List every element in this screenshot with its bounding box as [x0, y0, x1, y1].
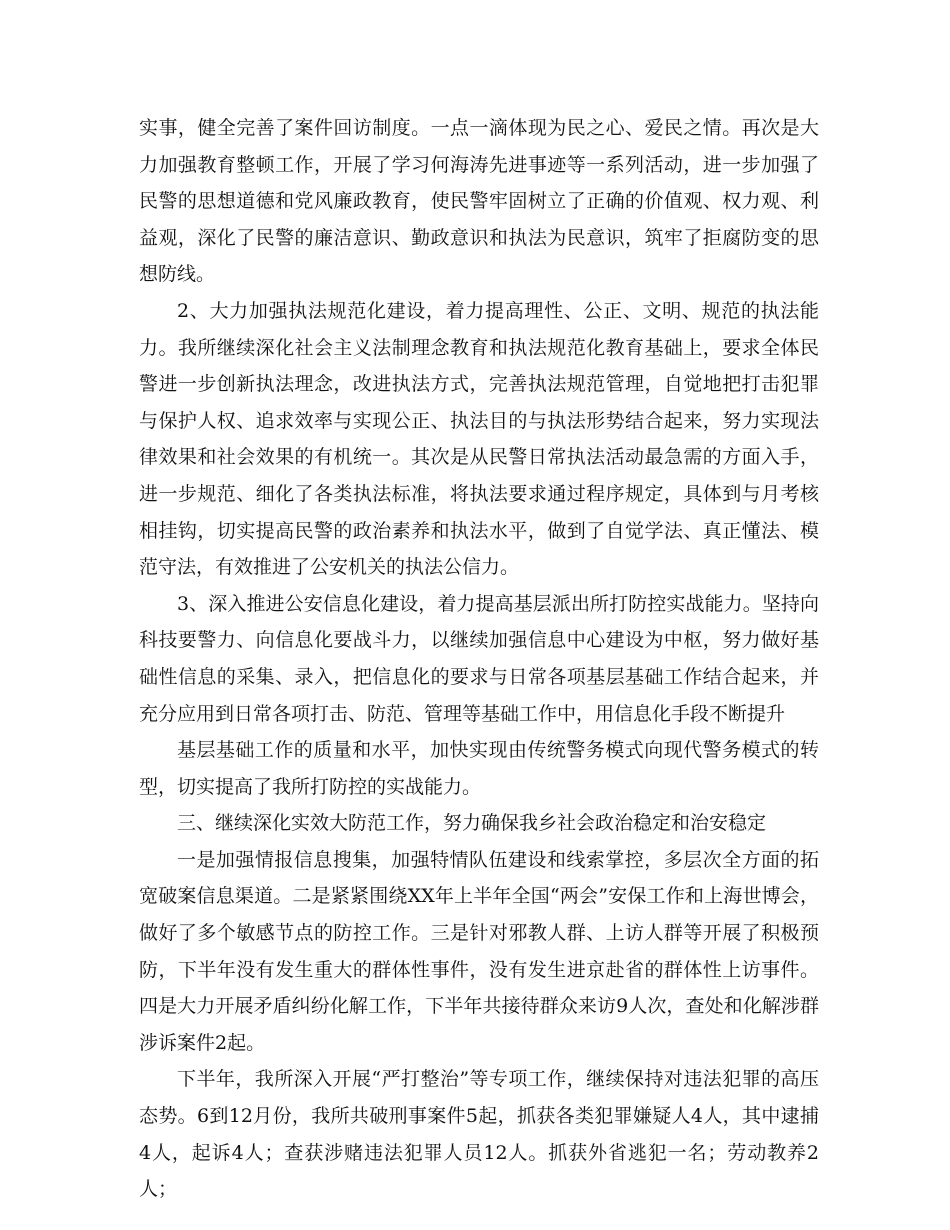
paragraph-intelligence-gathering: 一是加强情报信息搜集，加强特情队伍建设和线索掌控，多层次全方面的拓宽破案信息渠道。二是紧紧围绕XX年上半年全国“两会”安保工作和上海世博会，做好了多个敏感节点的防控工作。三是针对邪教人群、上访人群等开展了积极预防，下半年没有发生重大的群体性事件，没有发生进京赴省的群体性上访事件。四是大力开展矛盾纠纷化解工作，下半年共接待群众来访9人次，查处和化解涉群涉诉案件2起。 — [139, 848, 819, 1054]
paragraph-strike-hard-campaign: 下半年，我所深入开展“严打整治”等专项工作，继续保持对违法犯罪的高压态势。6到12月份，我所共破刑事案件5起，抓获各类犯罪嫌疑人4人，其中逮捕4人，起诉4人；查获涉赌违法犯罪人员12人。抓获外省逃犯一名；劳动教养2人； — [139, 1068, 819, 1201]
document-body — [139, 110, 819, 1208]
paragraph-case-followup: 实事，健全完善了案件回访制度。一点一滴体现为民之心、爱民之情。再次是大力加强教育整顿工作，开展了学习何海涛先进事迹等一系列活动，进一步加强了民警的思想道德和党风廉政教育，使民警牢固树立了正确的价值观、权力观、利益观，深化了民警的廉洁意识、勤政意识和执法为民意识，筑牢了拒腐防变的思想防线。 — [139, 117, 819, 286]
paragraph-grassroots-work-quality: 基层基础工作的质量和水平，加快实现由传统警务模式向现代警务模式的转型，切实提高了我所打防控的实战能力。 — [139, 739, 819, 798]
paragraph-law-enforcement-standardization: 2、大力加强执法规范化建设，着力提高理性、公正、文明、规范的执法能力。我所继续深化社会主义法制理念教育和执法规范化教育基础上，要求全体民警进一步创新执法理念，改进执法方式，完善执法规范管理，自觉地把打击犯罪与保护人权、追求效率与实现公正、执法目的与执法形势结合起来，努力实现法律效果和社会效果的有机统一。其次是从民警日常执法活动最急需的方面入手，进一步规范、细化了各类执法标准，将执法要求通过程序规定，具体到与月考核相挂钩，切实提高民警的政治素养和执法水平，做到了自觉学法、真正懂法、模范守法，有效推进了公安机关的执法公信力。 — [139, 299, 819, 579]
paragraph-police-informatization: 3、深入推进公安信息化建设，着力提高基层派出所打防控实战能力。坚持向科技要警力、向信息化要战斗力，以继续加强信息中心建设为中枢，努力做好基础性信息的采集、录入，把信息化的要求与日常各项基层基础工作结合起来，并充分应用到日常各项打击、防范、管理等基础工作中，用信息化手段不断提升 — [139, 592, 819, 725]
section-heading-prevention: 三、继续深化实效大防范工作，努力确保我乡社会政治稳定和治安稳定 — [177, 812, 767, 835]
